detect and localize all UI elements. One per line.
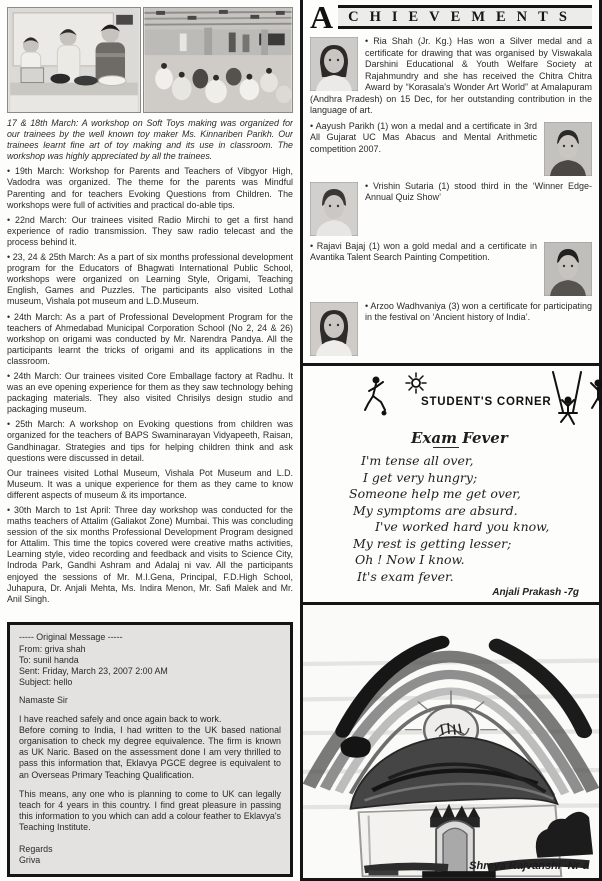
right-column: [300, 0, 602, 881]
poem-line: I get very hungry;: [363, 469, 478, 485]
students-corner-header: [311, 370, 591, 428]
students-corner-title: STUDENT'S CORNER: [421, 395, 552, 408]
original-message-box: [7, 622, 293, 877]
poem-line: My rest is getting lesser;: [353, 535, 512, 551]
child-drawing-house-rainbow-sun: [303, 605, 599, 878]
email-body-paragraph: I have reached safely and once again back to work.: [19, 713, 222, 724]
swing-stick-figure-icon: [547, 370, 587, 428]
poem-title: Exam Fever: [411, 428, 508, 447]
email-body-paragraph: This means, any one who is planning to come to UK can legally teach for 4 years in this country. I find great pleasure in passing this information to you which can add a colour feather to Eklavya's Teaching Institute.: [19, 788, 281, 833]
achievements-title-rest: CHIEVEMENTS: [338, 5, 592, 29]
event-paragraph: • 22nd March: Our trainees visited Radio Mirchi to get a first hand experience of radio transmission. They saw radio telecast and the process behind it.: [7, 214, 293, 247]
achievement-text: • Rajavi Bajaj (1) won a gold medal and a certificate in Avantika Talent Search Painting Competition.: [310, 240, 537, 262]
event-paragraph: • 25th March: A workshop on Evoking questions from children was organized for the teachers of BAPS Swaminarayan Vidyapeeth, Raisan, Gandhinagar. Strategies and tips for helping children think and ask questions were discussed in detail.: [7, 419, 293, 463]
poem-author: Anjali Prakash -7g: [492, 587, 579, 599]
exam-fever-poem: [311, 428, 591, 599]
achievement-item: [310, 181, 592, 237]
poem-line: I've worked hard you know,: [375, 519, 550, 535]
email-body-paragraph: Before coming to India, I had written to the UK based national organisation to check my degree equivalence. The firm is known as UK Naric. Based on the assessment done I am very thrilled to pass this information that, Eklavya PGCE degree is equivalent to an Overseas Primary Teaching Qualification.: [19, 724, 281, 780]
achievement-text: • Arzoo Wadhvaniya (3) won a certificate for participating in the festival on ‘Ancient history of India’.: [365, 300, 592, 322]
event-paragraph: • 24th March: As a part of Professional Development Program for the teachers of Ahmedabad Municipal Corporation School (No 2, 24 & 26) workshop on origami was conducted by Mr. Narendra Pandya. All the participants learnt the tricks of origami and its applications in the classroom.: [7, 311, 293, 366]
child-drawing-section: [303, 605, 599, 878]
poem-line: Oh ! Now I know.: [355, 552, 465, 568]
email-subject-line: Subject: hello: [19, 677, 73, 688]
event-paragraph: • 24th March: Our trainees visited Core Emballage factory at Radhu. It was an eve opening experience for them as they saw technology behing packaging materials. They also visited Chrisilys design studio and packaging museum.: [7, 370, 293, 415]
march-events-text: [7, 118, 293, 622]
event-paragraph: • 23, 24 & 25th March: As a part of six months professional development program for the Educators of Bhagwati International Public School, workshops were organized on Learning Style, Origami, Teaching English, Games and Puzzles. The participants also visited Lothal museum, Vishala pot museum and L.D.Museum.: [7, 252, 293, 307]
ria-shah-portrait: [310, 37, 358, 91]
achievement-text: • Vrishin Sutaria (1) stood third in the ‘Winner Edge-Annual Quiz Show’: [365, 180, 592, 202]
poem-title-underline: [433, 447, 459, 449]
left-column: [0, 0, 300, 881]
drawing-signature: Shreya Rajvanshi -Nr a: [469, 860, 589, 872]
classroom-workshop-photo: [143, 7, 293, 113]
poem-line: Someone help me get over,: [349, 486, 521, 502]
achievement-text: • Ria Shah (Jr. Kg.) Has won a Silver medal and a certificate for drawing that was organised by Viswakala Darshini Educational & Youth Welfare Society at Rajahmundry and she has received the Chitra Chitra Award by “Korasala's Wonder Art World” at Amalapuram (Andhra Pradesh) on 15 Dec, for her outstanding contribution in the language of art.: [310, 36, 592, 115]
achievements-title-initial: A: [310, 0, 334, 35]
poem-line: It's exam fever.: [357, 568, 454, 584]
achievement-item: [310, 301, 592, 357]
email-from-line: From: griva shah: [19, 643, 86, 654]
workshop-photos: [7, 7, 293, 113]
aayush-parikh-portrait: [544, 122, 592, 176]
sun-icon: [405, 372, 427, 394]
poem-line: I'm tense all over,: [361, 453, 474, 469]
achievements-header: [310, 0, 592, 35]
achievement-item: [310, 121, 592, 177]
email-signature: Griva: [19, 854, 41, 865]
soft-toys-workshop-photo: [7, 7, 141, 113]
students-corner-section: [303, 366, 599, 606]
poem-line: My symptoms are absurd.: [353, 502, 518, 518]
achievement-item: [310, 241, 592, 297]
event-paragraph: • 19th March: Workshop for Parents and Teachers of Vibgyor High, Vadodra was organized. The theme for the parents was Mindful Parenting and for teachers Evoking Questions from Children. The workshops were full of activities and practical do-able tips.: [7, 166, 293, 210]
event-paragraph: Our trainees visited Lothal Museum, Vishala Pot Museum and L.D. Museum. It was a unique experience for them as they came to know different aspects of museum & its importance.: [7, 467, 293, 500]
vrishin-sutaria-portrait: [310, 182, 358, 236]
runner-stick-figure-icon: [363, 374, 389, 416]
email-greeting: Namaste Sir: [19, 695, 68, 706]
event-paragraph: 17 & 18th March: A workshop on Soft Toys making was organized for our trainees by the well known toy maker Ms. Kinnariben Parikh. Our trainees learnt fine art of toy making and its use in classroom. The workshop was highly appreciated by all the trainees.: [7, 118, 293, 162]
arzoo-wadhvaniya-portrait: [310, 302, 358, 356]
email-signoff: Regards: [19, 843, 53, 854]
dancer-stick-figure-icon: [588, 378, 602, 412]
rajavi-bajaj-portrait: [544, 242, 592, 296]
event-paragraph: • 30th March to 1st April: Three day workshop was conducted for the maths teachers of Attalim (Galiakot Zone) Mumbai. This was concluding session of the six months Professional Development Program designed for Attalim. This time the topics covered were creative maths activities, Learning style, video recording and feedback and visits to Science City, Indroda Park, Gandhi Ashram and Adalaj ni vav. All the participants enjoyed the sessions of Mr. M.I.Gena, Principal, F.D.High School, Juhapura, Dr. Anjali Mehta, Ms. Indira Menon, Mr. Safi Malek and Mr. Anil Singh.: [7, 505, 293, 604]
email-sent-line: Sent: Friday, March 23, 2007 2:00 AM: [19, 665, 168, 676]
achievement-text: • Aayush Parikh (1) won a medal and a certificate in 3rd All Gujarat UC Mas Abacus and Mental Arithmetic competition 2007.: [310, 120, 537, 154]
email-to-line: To: sunil handa: [19, 654, 79, 665]
achievements-section: [303, 0, 599, 366]
email-header-line: ----- Original Message -----: [19, 632, 123, 643]
achievement-item: [310, 36, 592, 117]
